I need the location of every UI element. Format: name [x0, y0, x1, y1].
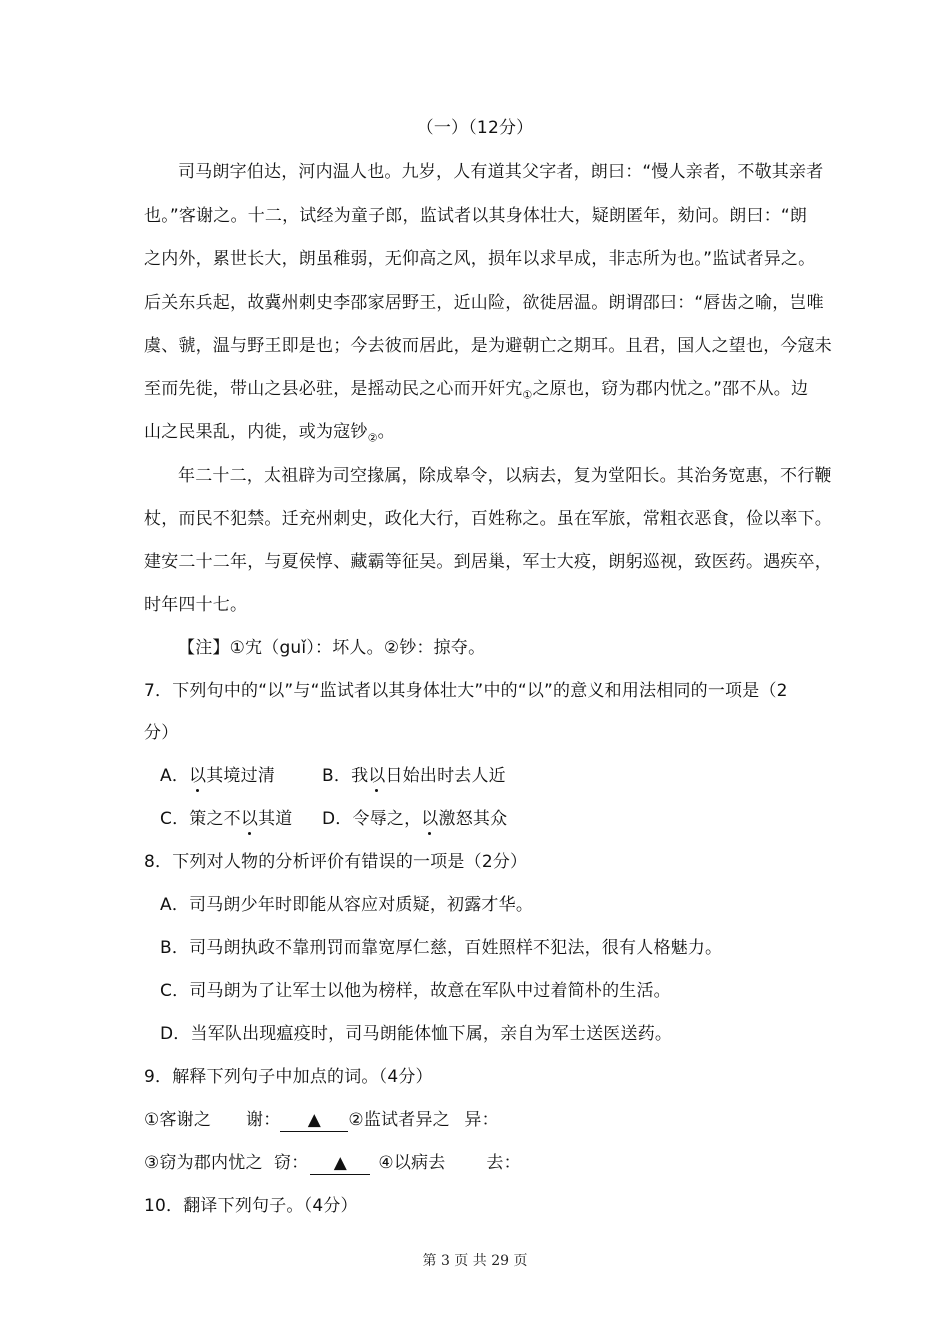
q9-item: ④以病去	[378, 1153, 446, 1173]
q8-stem: 8．下列对人物的分析评价有错误的一项是（2分）	[144, 852, 528, 872]
passage-line: 之内外，累世长大，朗虽稚弱，无仰高之风，损年以求早成，非志所为也。”监试者异之。	[144, 249, 816, 269]
q7-stem: 7．下列句中的“以”与“监试者以其身体壮大”中的“以”的意义和用法相同的一项是（2	[144, 681, 788, 701]
text-segment: 至而先徙，带山之县必驻，是摇动民之心而开奸宄	[144, 379, 523, 399]
answer-blank[interactable]: ▲	[280, 1109, 348, 1132]
q7-option-c: C．策之不以其道	[160, 809, 293, 829]
passage-line	[144, 421, 814, 449]
text-segment: 山之民果乱，内徙，或为寇钞	[144, 422, 368, 442]
emphasis-dot-char: 以	[189, 766, 207, 786]
page-footer: 第 3 页 共 29 页	[422, 1253, 528, 1269]
q9-label: 异：	[464, 1110, 499, 1130]
footnote-marker: ②	[367, 431, 378, 445]
footnote-marker: ①	[522, 388, 533, 402]
annotation-note: 【注】①宄（guǐ）：坏人。②钞：掠夺。	[178, 638, 486, 658]
q9-label: 窃：	[274, 1153, 309, 1173]
text-segment: 。	[377, 422, 395, 442]
answer-blank[interactable]: ▲	[310, 1152, 370, 1175]
section-title: （一）（12分）	[416, 118, 534, 138]
passage-line: 时年四十七。	[144, 595, 248, 615]
q8-option-a: A．司马朗少年时即能从容应对质疑，初露才华。	[160, 895, 534, 915]
q10-stem: 10．翻译下列句子。（4分）	[144, 1196, 358, 1216]
passage-line: 建安二十二年，与夏侯惇、藏霸等征吴。到居巢，军士大疫，朗躬巡视，致医药。遇疾卒，	[144, 552, 832, 572]
q7-option-b: B．我以日始出时去人近	[322, 766, 506, 786]
passage-line: 虞、虢，温与野王即是也；今去彼而居此，是为避朝亡之期耳。且君，国人之望也，今寇未	[144, 336, 832, 356]
q7-stem: 分）	[144, 723, 179, 743]
q9-row-2	[144, 1152, 814, 1175]
passage-line	[144, 378, 814, 406]
passage-line: 后关东兵起，故冀州刺史李邵家居野王，近山险，欲徙居温。朗谓邵曰：“唇齿之喻，岂唯	[144, 293, 824, 313]
emphasis-dot-char: 以	[368, 766, 386, 786]
emphasis-dot-char: 以	[421, 809, 439, 829]
q7-options-ab	[160, 765, 830, 787]
passage-line: 年二十二，太祖辟为司空掾属，除成皋令，以病去，复为堂阳长。其治务宽惠，不行鞭	[178, 466, 832, 486]
q7-options-cd	[160, 808, 830, 830]
q9-item: ②监试者异之	[348, 1110, 450, 1130]
q9-row-1	[144, 1109, 814, 1132]
passage-line: 杖，而民不犯禁。迁充州刺史，政化大行，百姓称之。虽在军旅，常粗衣恶食，俭以率下。	[144, 509, 832, 529]
emphasis-dot-char: 以	[240, 809, 259, 829]
q7-option-d: D．令辱之，以激怒其众	[322, 809, 508, 829]
q8-option-b: B．司马朗执政不靠刑罚而靠宽厚仁慈，百姓照样不犯法，很有人格魅力。	[160, 938, 723, 958]
q8-option-d: D．当军队出现瘟疫时，司马朗能体恤下属，亲自为军士送医送药。	[160, 1024, 673, 1044]
passage-line: 司马朗字伯达，河内温人也。九岁，人有道其父字者，朗曰：“慢人亲者，不敬其亲者	[178, 162, 824, 182]
q9-stem: 9．解释下列句子中加点的词。（4分）	[144, 1067, 433, 1087]
q9-label: 去：	[486, 1153, 521, 1173]
q9-label: 谢：	[246, 1110, 281, 1130]
passage-line: 也。”客谢之。十二，试经为童子郎，监试者以其身体壮大，疑朗匿年，劾问。朗曰：“朗	[144, 206, 808, 226]
q8-option-c: C．司马朗为了让军士以他为榜样，故意在军队中过着简朴的生活。	[160, 981, 671, 1001]
q9-item: ③窃为郡内忧之	[144, 1153, 263, 1173]
text-segment: 之原也，窃为郡内忧之。”邵不从。边	[532, 379, 809, 399]
q9-item: ①客谢之	[144, 1110, 212, 1130]
q7-option-a: A．以其境过清	[160, 766, 276, 786]
